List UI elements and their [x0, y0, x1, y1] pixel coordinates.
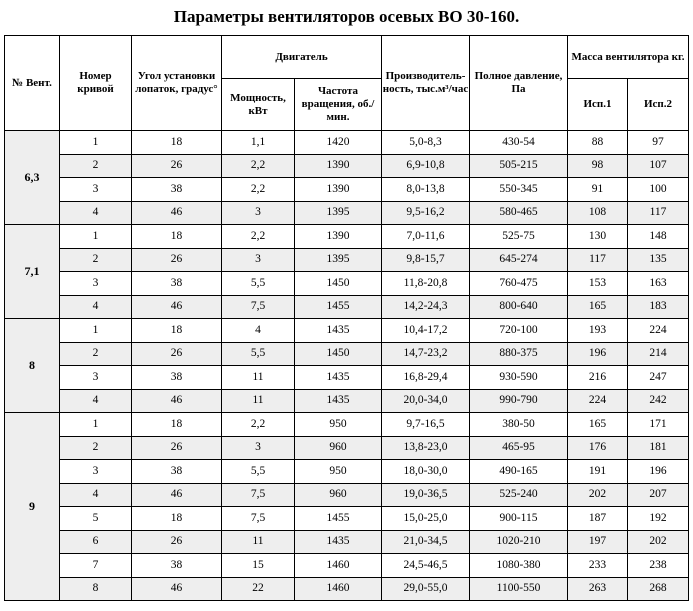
angle: 38	[132, 178, 222, 202]
vent-number: 7,1	[5, 225, 60, 319]
table-row	[5, 272, 689, 296]
capacity: 9,5-16,2	[382, 201, 470, 225]
power: 2,2	[222, 178, 295, 202]
angle: 46	[132, 577, 222, 601]
pressure: 505-215	[470, 154, 568, 178]
curve-number: 1	[60, 413, 132, 437]
power: 5,5	[222, 272, 295, 296]
table-row	[5, 460, 689, 484]
table-row	[5, 413, 689, 437]
mass-isp1: 263	[568, 577, 628, 601]
frequency: 1435	[295, 366, 382, 390]
mass-isp1: 91	[568, 178, 628, 202]
vent-number: 8	[5, 319, 60, 413]
mass-isp1: 153	[568, 272, 628, 296]
frequency: 950	[295, 460, 382, 484]
frequency: 1395	[295, 248, 382, 272]
curve-number: 4	[60, 389, 132, 413]
pressure: 1100-550	[470, 577, 568, 601]
capacity: 7,0-11,6	[382, 225, 470, 249]
table-row	[5, 389, 689, 413]
pressure: 990-790	[470, 389, 568, 413]
power: 15	[222, 554, 295, 578]
table-row	[5, 131, 689, 155]
table-row	[5, 577, 689, 601]
power: 7,5	[222, 483, 295, 507]
pressure: 880-375	[470, 342, 568, 366]
mass-isp2: 192	[628, 507, 689, 531]
curve-number: 4	[60, 201, 132, 225]
header-curve: Номер кривой	[60, 36, 132, 131]
frequency: 960	[295, 436, 382, 460]
angle: 38	[132, 272, 222, 296]
frequency: 1435	[295, 319, 382, 343]
page-title: Параметры вентиляторов осевых ВО 30-160.	[173, 7, 520, 26]
curve-number: 2	[60, 248, 132, 272]
mass-isp2: 97	[628, 131, 689, 155]
mass-isp2: 238	[628, 554, 689, 578]
capacity: 16,8-29,4	[382, 366, 470, 390]
power: 2,2	[222, 225, 295, 249]
table-row	[5, 154, 689, 178]
table-row	[5, 436, 689, 460]
power: 11	[222, 366, 295, 390]
vent-number: 9	[5, 413, 60, 601]
header-engine: Двигатель	[222, 36, 382, 79]
capacity: 5,0-8,3	[382, 131, 470, 155]
frequency: 960	[295, 483, 382, 507]
capacity: 24,5-46,5	[382, 554, 470, 578]
mass-isp1: 202	[568, 483, 628, 507]
header-isp1: Исп.1	[568, 79, 628, 131]
angle: 46	[132, 389, 222, 413]
mass-isp2: 181	[628, 436, 689, 460]
mass-isp2: 183	[628, 295, 689, 319]
pressure: 550-345	[470, 178, 568, 202]
capacity: 18,0-30,0	[382, 460, 470, 484]
frequency: 1390	[295, 225, 382, 249]
mass-isp2: 163	[628, 272, 689, 296]
mass-isp2: 247	[628, 366, 689, 390]
table-row	[5, 319, 689, 343]
mass-isp1: 165	[568, 413, 628, 437]
mass-isp1: 187	[568, 507, 628, 531]
table-row	[5, 507, 689, 531]
capacity: 29,0-55,0	[382, 577, 470, 601]
pressure: 800-640	[470, 295, 568, 319]
frequency: 1450	[295, 272, 382, 296]
pressure: 720-100	[470, 319, 568, 343]
frequency: 1435	[295, 530, 382, 554]
angle: 18	[132, 319, 222, 343]
mass-isp1: 108	[568, 201, 628, 225]
capacity: 14,2-24,3	[382, 295, 470, 319]
table-row	[5, 248, 689, 272]
mass-isp2: 171	[628, 413, 689, 437]
mass-isp1: 165	[568, 295, 628, 319]
curve-number: 8	[60, 577, 132, 601]
curve-number: 4	[60, 295, 132, 319]
angle: 18	[132, 507, 222, 531]
mass-isp2: 268	[628, 577, 689, 601]
frequency: 1455	[295, 295, 382, 319]
power: 7,5	[222, 295, 295, 319]
frequency: 1460	[295, 577, 382, 601]
curve-number: 2	[60, 154, 132, 178]
fan-parameters-table	[4, 35, 689, 601]
table-row	[5, 201, 689, 225]
mass-isp2: 242	[628, 389, 689, 413]
mass-isp2: 135	[628, 248, 689, 272]
pressure: 580-465	[470, 201, 568, 225]
frequency: 1420	[295, 131, 382, 155]
mass-isp1: 98	[568, 154, 628, 178]
table-row	[5, 483, 689, 507]
frequency: 1460	[295, 554, 382, 578]
pressure: 900-115	[470, 507, 568, 531]
capacity: 6,9-10,8	[382, 154, 470, 178]
mass-isp2: 100	[628, 178, 689, 202]
curve-number: 2	[60, 436, 132, 460]
capacity: 20,0-34,0	[382, 389, 470, 413]
table-row	[5, 554, 689, 578]
power: 3	[222, 201, 295, 225]
header-power: Мощность, кВт	[222, 79, 295, 131]
angle: 26	[132, 530, 222, 554]
curve-number: 6	[60, 530, 132, 554]
pressure: 490-165	[470, 460, 568, 484]
mass-isp1: 191	[568, 460, 628, 484]
header-freq: Частота вращения, об./мин.	[295, 79, 382, 131]
mass-isp1: 117	[568, 248, 628, 272]
mass-isp1: 233	[568, 554, 628, 578]
table-row	[5, 530, 689, 554]
angle: 38	[132, 554, 222, 578]
pressure: 760-475	[470, 272, 568, 296]
curve-number: 3	[60, 178, 132, 202]
power: 5,5	[222, 342, 295, 366]
frequency: 1455	[295, 507, 382, 531]
power: 3	[222, 436, 295, 460]
pressure: 1020-210	[470, 530, 568, 554]
capacity: 8,0-13,8	[382, 178, 470, 202]
capacity: 11,8-20,8	[382, 272, 470, 296]
power: 11	[222, 389, 295, 413]
angle: 18	[132, 413, 222, 437]
table-row	[5, 295, 689, 319]
frequency: 1395	[295, 201, 382, 225]
angle: 18	[132, 225, 222, 249]
curve-number: 1	[60, 225, 132, 249]
angle: 38	[132, 460, 222, 484]
table-row	[5, 366, 689, 390]
curve-number: 1	[60, 131, 132, 155]
power: 2,2	[222, 154, 295, 178]
capacity: 19,0-36,5	[382, 483, 470, 507]
mass-isp2: 214	[628, 342, 689, 366]
frequency: 1435	[295, 389, 382, 413]
curve-number: 3	[60, 272, 132, 296]
angle: 26	[132, 342, 222, 366]
power: 11	[222, 530, 295, 554]
curve-number: 4	[60, 483, 132, 507]
header-angle: Угол установки лопаток, градус°	[132, 36, 222, 131]
pressure: 645-274	[470, 248, 568, 272]
frequency: 1450	[295, 342, 382, 366]
angle: 46	[132, 201, 222, 225]
mass-isp1: 197	[568, 530, 628, 554]
angle: 26	[132, 436, 222, 460]
table-row	[5, 342, 689, 366]
mass-isp1: 193	[568, 319, 628, 343]
header-vent: № Вент.	[5, 36, 60, 131]
capacity: 9,7-16,5	[382, 413, 470, 437]
mass-isp2: 148	[628, 225, 689, 249]
capacity: 14,7-23,2	[382, 342, 470, 366]
curve-number: 7	[60, 554, 132, 578]
pressure: 525-75	[470, 225, 568, 249]
power: 22	[222, 577, 295, 601]
frequency: 1390	[295, 154, 382, 178]
mass-isp2: 224	[628, 319, 689, 343]
power: 1,1	[222, 131, 295, 155]
mass-isp2: 202	[628, 530, 689, 554]
power: 7,5	[222, 507, 295, 531]
angle: 46	[132, 295, 222, 319]
mass-isp1: 224	[568, 389, 628, 413]
power: 4	[222, 319, 295, 343]
power: 3	[222, 248, 295, 272]
table-row	[5, 225, 689, 249]
capacity: 21,0-34,5	[382, 530, 470, 554]
capacity: 15,0-25,0	[382, 507, 470, 531]
curve-number: 1	[60, 319, 132, 343]
mass-isp2: 196	[628, 460, 689, 484]
frequency: 1390	[295, 178, 382, 202]
mass-isp1: 216	[568, 366, 628, 390]
capacity: 10,4-17,2	[382, 319, 470, 343]
mass-isp2: 117	[628, 201, 689, 225]
pressure: 930-590	[470, 366, 568, 390]
angle: 26	[132, 248, 222, 272]
capacity: 13,8-23,0	[382, 436, 470, 460]
header-capacity: Производитель-ность, тыс.м³/час	[382, 36, 470, 131]
pressure: 430-54	[470, 131, 568, 155]
pressure: 525-240	[470, 483, 568, 507]
curve-number: 5	[60, 507, 132, 531]
curve-number: 2	[60, 342, 132, 366]
power: 2,2	[222, 413, 295, 437]
power: 5,5	[222, 460, 295, 484]
header-pressure: Полное давление, Па	[470, 36, 568, 131]
frequency: 950	[295, 413, 382, 437]
table-row	[5, 178, 689, 202]
mass-isp2: 107	[628, 154, 689, 178]
mass-isp2: 207	[628, 483, 689, 507]
capacity: 9,8-15,7	[382, 248, 470, 272]
pressure: 1080-380	[470, 554, 568, 578]
vent-number: 6,3	[5, 131, 60, 225]
angle: 38	[132, 366, 222, 390]
mass-isp1: 130	[568, 225, 628, 249]
angle: 46	[132, 483, 222, 507]
pressure: 380-50	[470, 413, 568, 437]
curve-number: 3	[60, 366, 132, 390]
mass-isp1: 176	[568, 436, 628, 460]
pressure: 465-95	[470, 436, 568, 460]
mass-isp1: 196	[568, 342, 628, 366]
angle: 26	[132, 154, 222, 178]
curve-number: 3	[60, 460, 132, 484]
angle: 18	[132, 131, 222, 155]
mass-isp1: 88	[568, 131, 628, 155]
header-isp2: Исп.2	[628, 79, 689, 131]
header-mass: Масса вентилятора кг.	[568, 36, 689, 79]
